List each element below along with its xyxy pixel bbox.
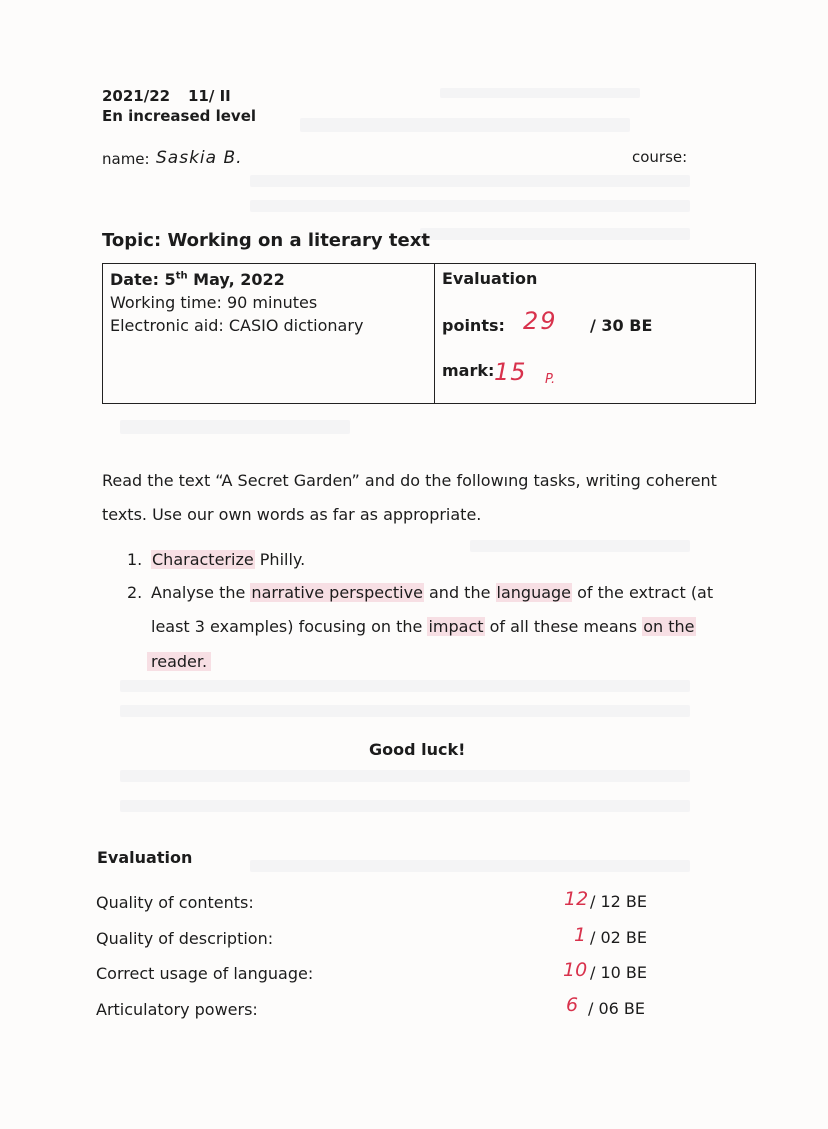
bleed-through xyxy=(120,770,690,782)
bleed-through xyxy=(250,175,690,187)
eval-row-max: / 02 BE xyxy=(590,928,648,947)
eval-row-label: Quality of contents: xyxy=(96,893,254,912)
electronic-aid: Electronic aid: CASIO dictionary xyxy=(110,316,364,335)
eval-row-score: 6 xyxy=(566,994,579,1016)
eval-row-max: / 06 BE xyxy=(588,999,646,1018)
points-label: points: xyxy=(442,316,505,335)
class-label: 11/ II xyxy=(188,87,231,105)
eval-row-max: / 10 BE xyxy=(590,963,648,982)
task2-number: 2. xyxy=(127,583,143,602)
box-divider xyxy=(434,264,435,403)
bleed-through xyxy=(420,228,690,240)
course-label: course: xyxy=(632,148,688,166)
task1-text: Characterize Philly. xyxy=(152,550,306,569)
eval-row-score: 1 xyxy=(574,924,587,946)
eval-row-label: Correct usage of language: xyxy=(96,964,314,983)
bleed-through xyxy=(470,540,690,552)
bleed-through xyxy=(120,680,690,692)
points-max: / 30 BE xyxy=(590,316,653,335)
eval-row-label: Articulatory powers: xyxy=(96,1000,258,1019)
task2-text-line2: least 3 examples) focusing on the impact of all these means on the xyxy=(151,617,695,636)
level-label: En increased level xyxy=(102,107,257,125)
task2-text-line1: Analyse the narrative perspective and the language of the extract (at xyxy=(151,583,714,602)
bleed-through xyxy=(120,420,350,434)
school-year: 2021/22 xyxy=(102,87,171,105)
mark-label: mark: xyxy=(442,361,495,380)
good-luck: Good luck! xyxy=(369,740,466,759)
evaluation-box-label: Evaluation xyxy=(442,269,538,288)
student-name: Saskia B. xyxy=(156,148,243,168)
topic-title: Topic: Working on a literary text xyxy=(102,230,430,251)
points-score: 29 xyxy=(523,307,558,335)
mark-unit: P. xyxy=(545,372,556,387)
eval-row-score: 12 xyxy=(564,888,589,910)
instructions-line2: texts. Use our own words as far as appropriate. xyxy=(102,505,482,524)
mark-score: 15 xyxy=(494,358,527,386)
bleed-through xyxy=(120,800,690,812)
exam-date: Date: 5th May, 2022 xyxy=(110,270,285,289)
evaluation-title: Evaluation xyxy=(97,848,193,867)
bleed-through xyxy=(300,118,630,132)
working-time: Working time: 90 minutes xyxy=(110,293,318,312)
eval-row-label: Quality of description: xyxy=(96,929,274,948)
bleed-through xyxy=(120,705,690,717)
eval-row-max: / 12 BE xyxy=(590,892,648,911)
bleed-through xyxy=(250,200,690,212)
instructions-line1: Read the text “A Secret Garden” and do the followıng tasks, writing coherent xyxy=(102,471,717,490)
task2-text-line3: reader. xyxy=(147,652,211,671)
task1-number: 1. xyxy=(127,550,143,569)
bleed-through xyxy=(440,88,640,98)
name-label: name: xyxy=(102,150,150,168)
bleed-through xyxy=(250,860,690,872)
eval-row-score: 10 xyxy=(563,959,588,981)
